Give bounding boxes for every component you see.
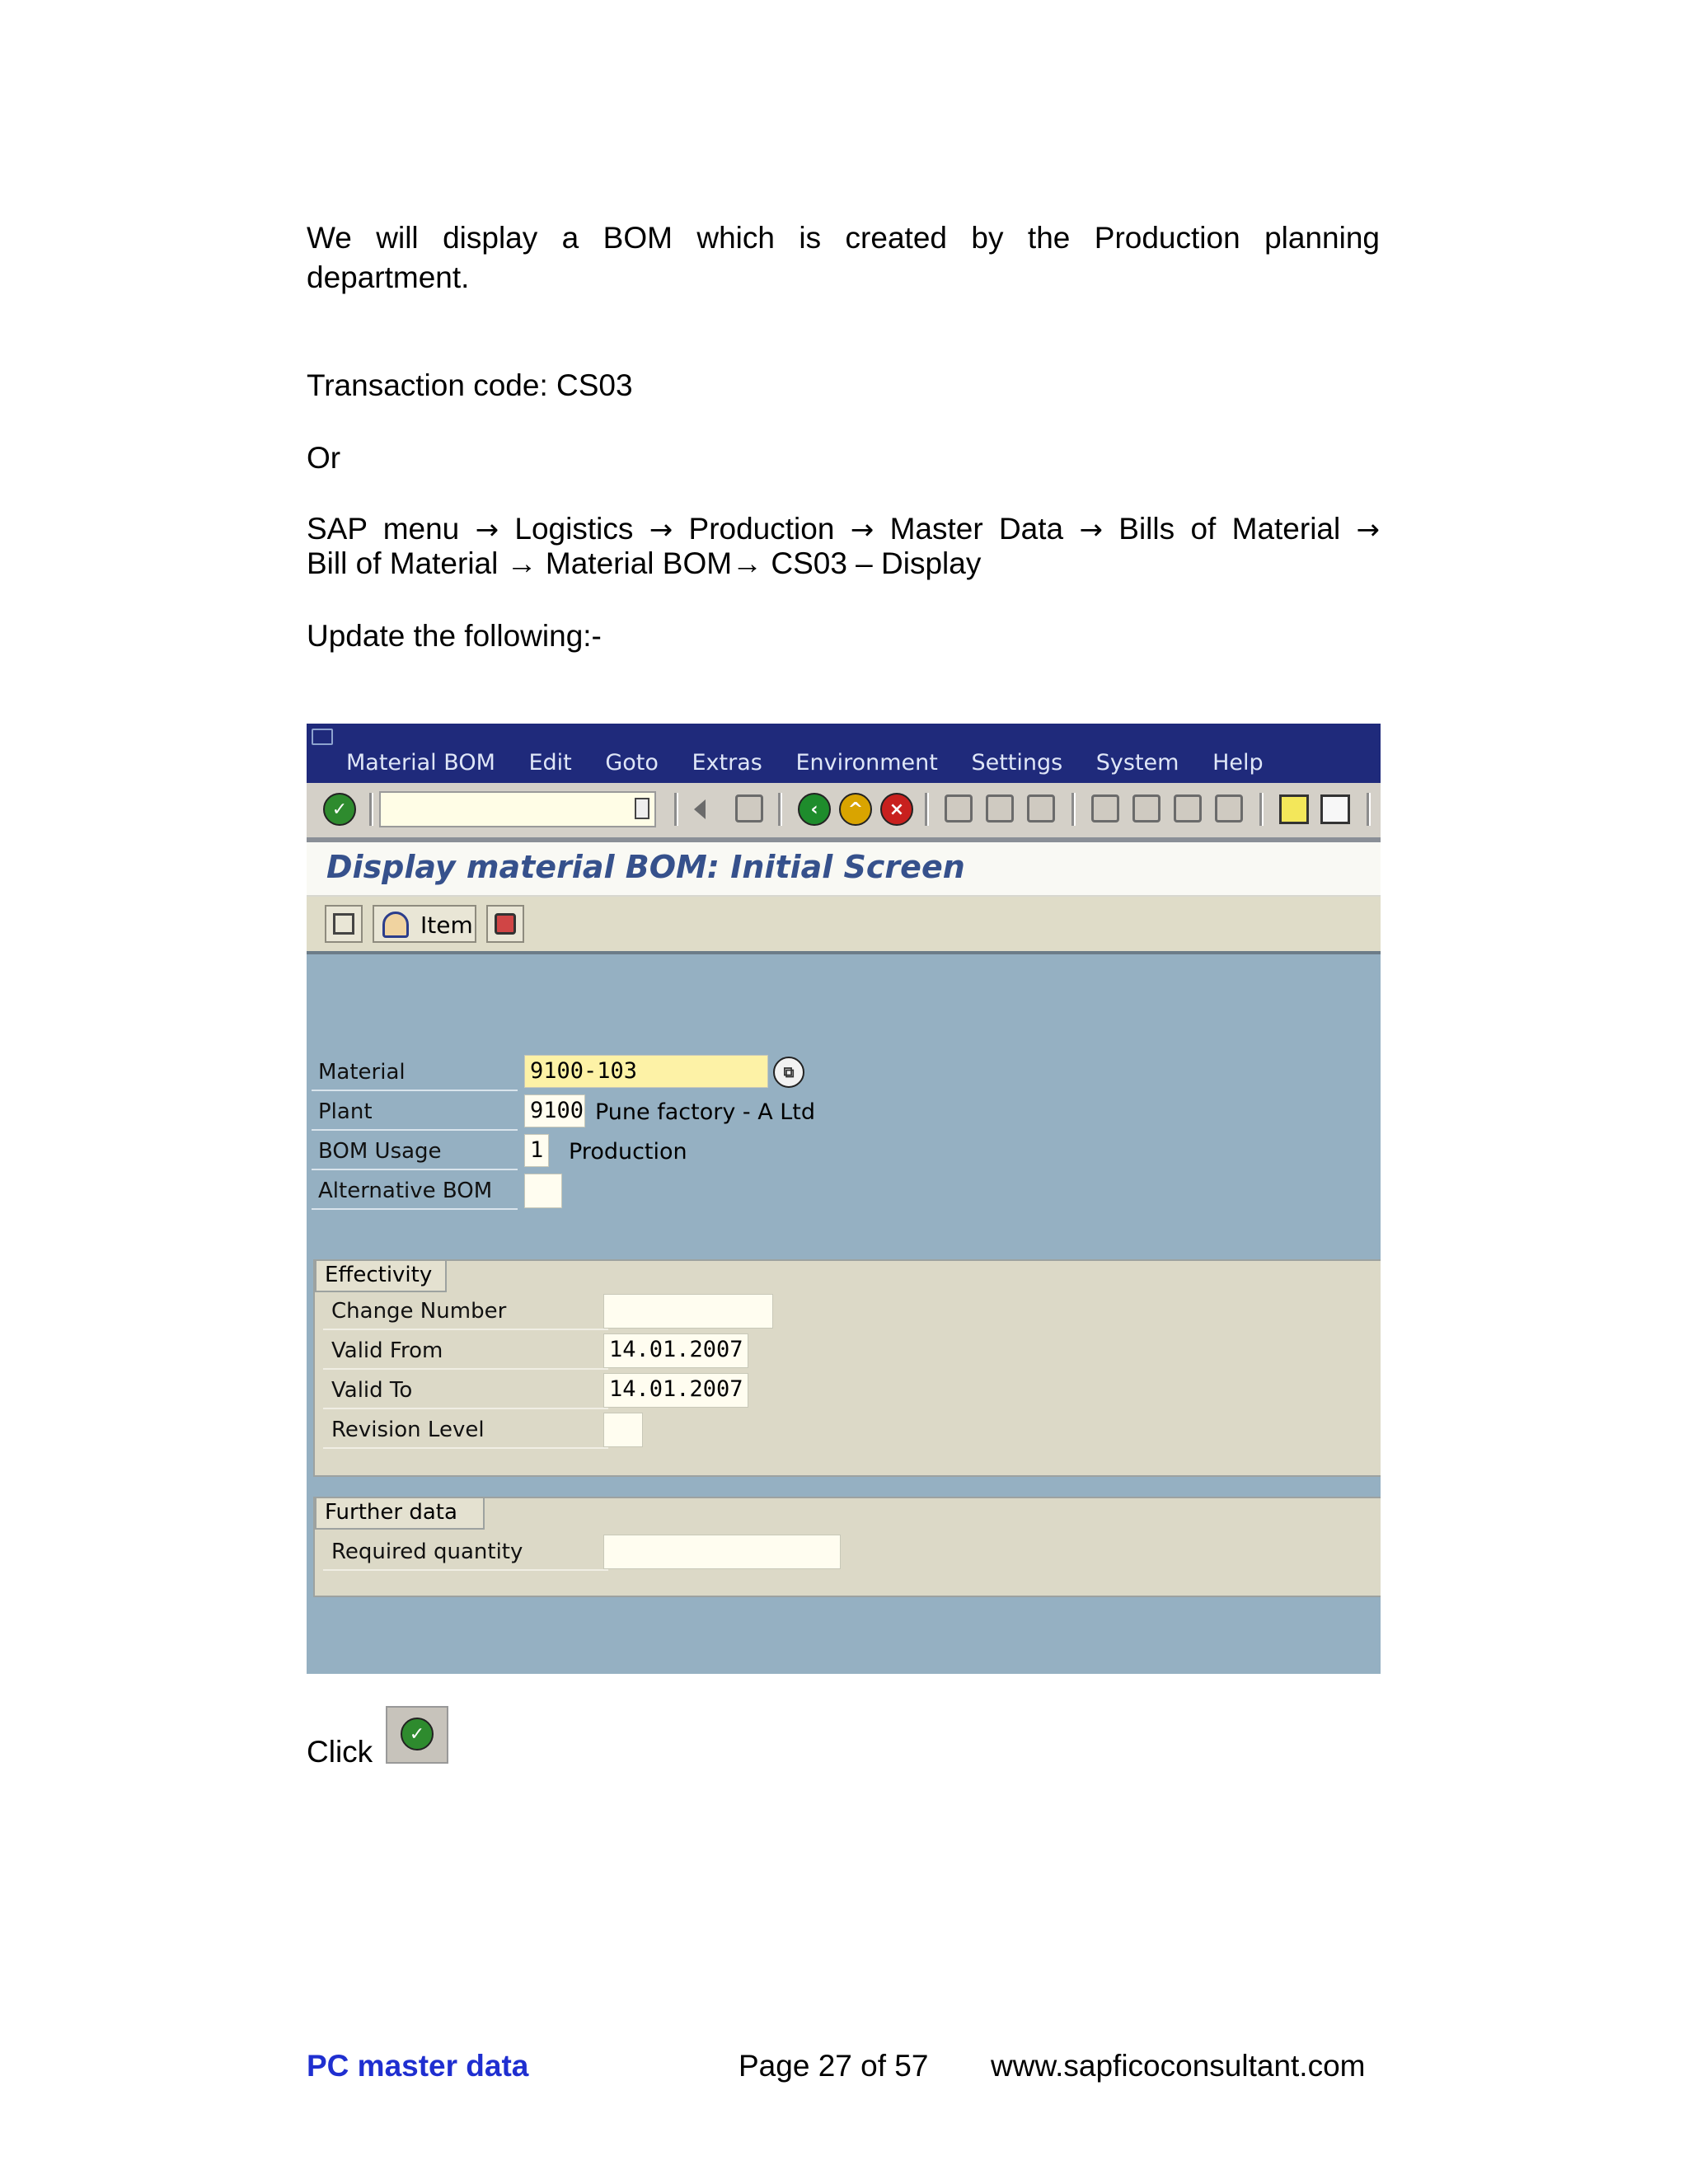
valid-from-label: Valid From [331, 1338, 443, 1363]
toolbar-separator [674, 793, 678, 826]
last-page-icon[interactable] [1215, 794, 1243, 823]
update-text: Update the following:- [307, 619, 602, 653]
revision-level-label: Revision Level [331, 1418, 485, 1442]
arrow-right-icon: → [1356, 513, 1381, 546]
revision-level-row [323, 1413, 608, 1449]
person-icon [382, 912, 409, 938]
back-icon[interactable]: ‹ [798, 793, 831, 826]
material-row [312, 1055, 518, 1091]
previous-page-icon[interactable] [1132, 794, 1160, 823]
required-quantity-label: Required quantity [331, 1540, 523, 1564]
first-page-icon[interactable] [1091, 794, 1119, 823]
item-button[interactable] [373, 905, 476, 943]
valid-from-input[interactable]: 14.01.2007 [603, 1333, 748, 1368]
path-step: SAP menu [307, 512, 460, 546]
screen-title: Display material BOM: Initial Screen [326, 849, 965, 885]
arrow-right-icon: → [649, 513, 673, 546]
menu-extras[interactable]: Extras [692, 750, 762, 776]
change-number-input[interactable] [603, 1294, 773, 1329]
next-page-icon[interactable] [1174, 794, 1202, 823]
exit-icon[interactable]: ^ [839, 793, 872, 826]
search-help-icon[interactable]: ⧉ [773, 1057, 804, 1088]
plant-input[interactable]: 9100 [524, 1094, 585, 1127]
hierarchy-icon [333, 913, 354, 935]
arrow-right-icon: → [850, 513, 874, 546]
path-step: Master Data [889, 512, 1064, 546]
print-button[interactable] [486, 905, 524, 943]
effectivity-group [313, 1259, 1381, 1477]
bom-usage-row [312, 1134, 518, 1170]
plant-label: Plant [318, 1099, 373, 1124]
screen-title-bar [307, 842, 1381, 897]
required-quantity-row [323, 1535, 608, 1571]
valid-to-label: Valid To [331, 1378, 413, 1403]
toolbar-separator [925, 793, 929, 826]
alternative-bom-label: Alternative BOM [318, 1179, 493, 1203]
revision-level-input[interactable] [603, 1413, 643, 1447]
menu-settings[interactable]: Settings [971, 750, 1063, 776]
bom-usage-label: BOM Usage [318, 1139, 442, 1164]
effectivity-title: Effectivity [315, 1259, 447, 1292]
required-quantity-input[interactable] [603, 1535, 841, 1569]
clipboard-icon[interactable] [635, 798, 649, 819]
bom-usage-description: Production [569, 1139, 687, 1165]
bom-usage-input[interactable]: 1 [524, 1134, 549, 1167]
path-step: Logistics [514, 512, 634, 546]
hierarchy-button[interactable] [325, 905, 363, 943]
create-session-icon[interactable] [1279, 794, 1309, 824]
find-icon[interactable] [986, 794, 1014, 823]
command-field[interactable] [379, 791, 656, 827]
item-button-label: Item [420, 912, 473, 939]
toolbar-separator [1259, 793, 1264, 826]
change-number-label: Change Number [331, 1299, 507, 1324]
click-text: Click [307, 1735, 373, 1769]
page-number: Page 27 of 57 [738, 2049, 929, 2083]
enter-button[interactable] [386, 1706, 448, 1764]
menu-path-line-1 [307, 511, 1380, 548]
enter-check-icon[interactable]: ✓ [323, 793, 356, 826]
footer-website: www.sapficoconsultant.com [991, 2049, 1366, 2083]
find-next-icon[interactable] [1027, 794, 1055, 823]
change-number-row [323, 1294, 608, 1330]
menu-environment[interactable]: Environment [795, 750, 938, 776]
menu-bar [307, 724, 1381, 783]
path-step: Production [688, 512, 835, 546]
cancel-icon[interactable]: × [880, 793, 913, 826]
menu-goto[interactable]: Goto [605, 750, 659, 776]
transaction-code: Transaction code: CS03 [307, 368, 633, 402]
footer-section-title: PC master data [307, 2049, 529, 2083]
toolbar-separator [1071, 793, 1076, 826]
menu-help[interactable]: Help [1212, 750, 1264, 776]
material-input[interactable]: 9100-103 [524, 1055, 768, 1088]
sap-window [307, 724, 1381, 1674]
toolbar-separator [369, 793, 373, 826]
further-data-title: Further data [315, 1497, 485, 1530]
valid-to-row [323, 1373, 608, 1409]
arrow-right-icon: → [1079, 513, 1103, 546]
window-menu-icon[interactable] [312, 729, 333, 745]
or-text: Or [307, 441, 341, 475]
create-shortcut-icon[interactable] [1320, 794, 1350, 824]
print-icon[interactable] [945, 794, 973, 823]
check-icon: ✓ [401, 1718, 434, 1750]
menu-material-bom[interactable]: Material BOM [346, 750, 495, 776]
valid-to-input[interactable]: 14.01.2007 [603, 1373, 748, 1408]
alternative-bom-input[interactable] [524, 1174, 562, 1208]
intro-line-2: department. [307, 260, 470, 294]
alternative-bom-row [312, 1174, 518, 1210]
plant-row [312, 1094, 518, 1131]
menu-items [346, 750, 1290, 776]
path-step: Bills of Material [1118, 512, 1341, 546]
menu-path-line-2: Bill of Material → Material BOM→ CS03 – Display [307, 546, 982, 580]
further-data-group [313, 1497, 1381, 1597]
menu-edit[interactable]: Edit [528, 750, 572, 776]
printer-icon [495, 913, 516, 935]
back-arrow-icon[interactable] [694, 799, 706, 819]
intro-line-1: We will display a BOM which is created by the Production planning [307, 221, 1380, 255]
valid-from-row [323, 1333, 608, 1370]
toolbar-separator [1367, 793, 1371, 826]
menu-system[interactable]: System [1095, 750, 1179, 776]
standard-toolbar [307, 783, 1381, 842]
application-toolbar [307, 897, 1381, 954]
save-icon[interactable] [735, 794, 763, 823]
plant-description: Pune factory - A Ltd [595, 1099, 816, 1125]
toolbar-separator [778, 793, 782, 826]
material-label: Material [318, 1060, 406, 1085]
arrow-right-icon: → [475, 513, 499, 546]
